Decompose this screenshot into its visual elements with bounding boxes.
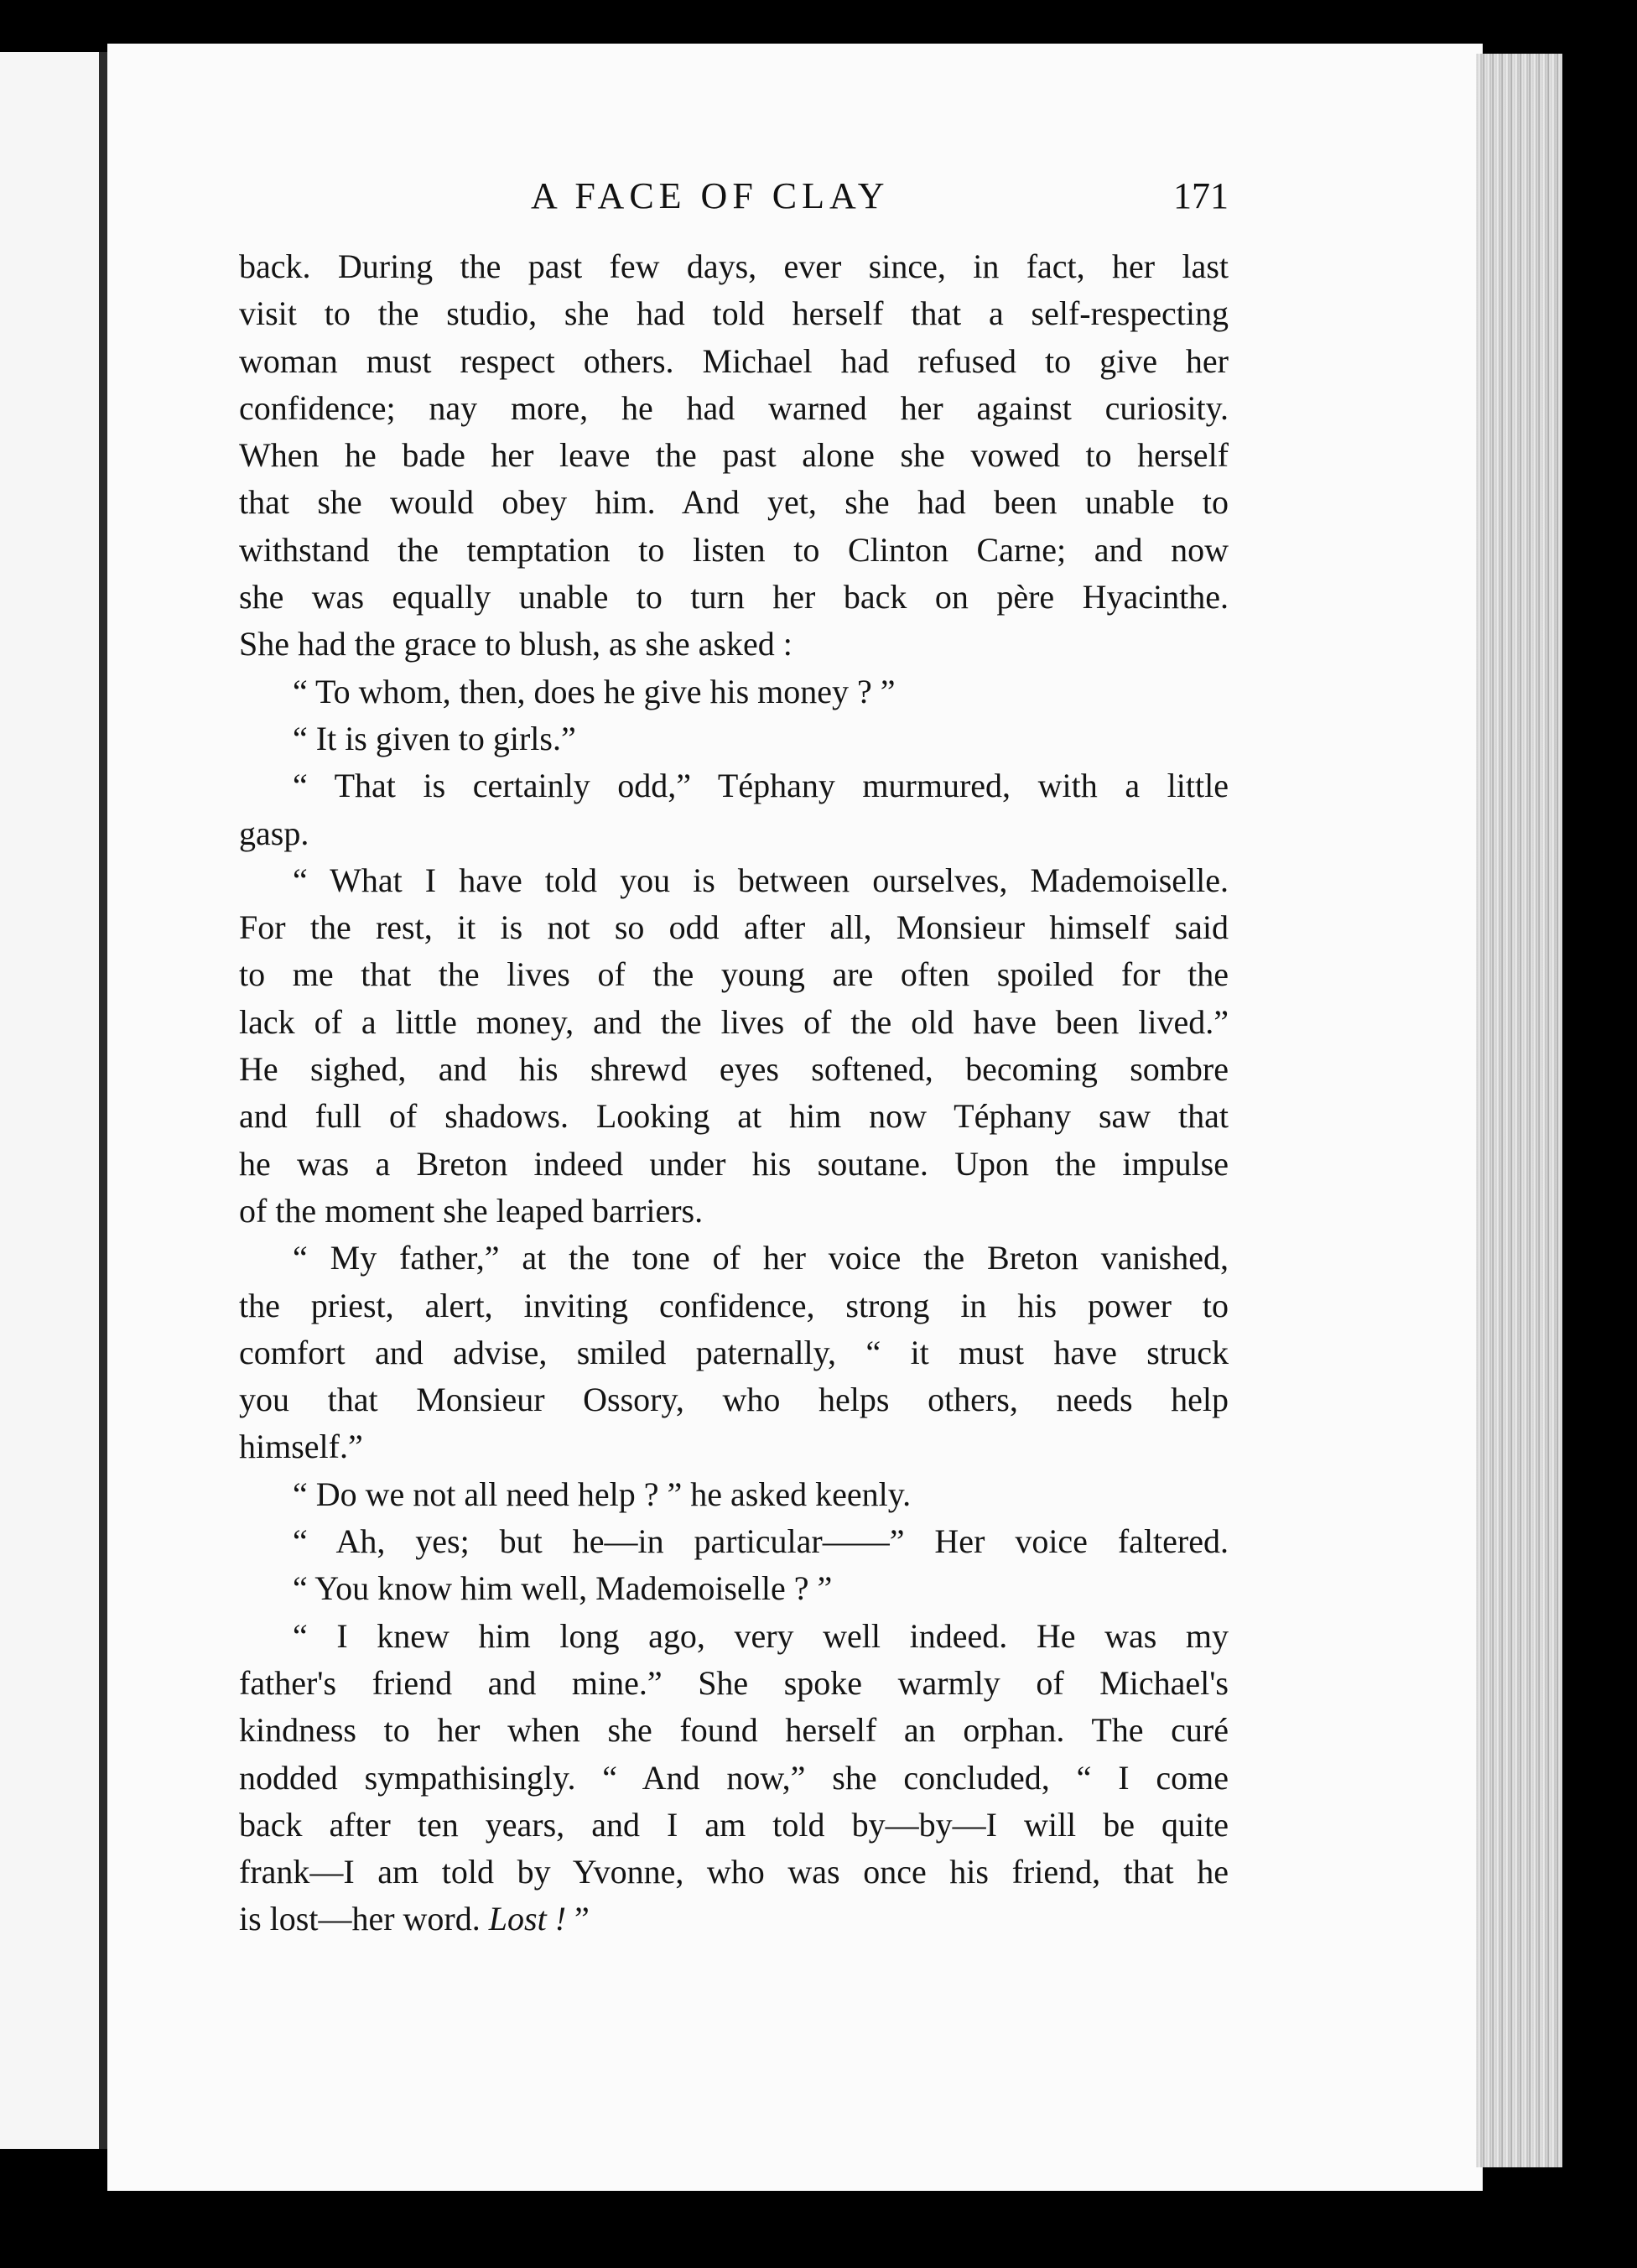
text-line: “ Ah, yes; but he—in particular——” Her voice faltered. xyxy=(293,1522,1229,1561)
text-line: For the rest, it is not so odd after all, Monsieur himself said xyxy=(239,908,1229,947)
text-line: “ You know him well, Mademoiselle ? ” xyxy=(293,1569,833,1608)
page-block-edge xyxy=(1476,54,1562,2167)
text-line: confidence; nay more, he had warned her against curiosity. xyxy=(239,388,1229,427)
text-line: withstand the temptation to listen to Clinton Carne; and now xyxy=(239,530,1229,569)
text-line: “ I knew him long ago, very well indeed. He was my xyxy=(293,1616,1229,1655)
page-number: 171 xyxy=(1173,175,1229,216)
text-line: of the moment she leaped barriers. xyxy=(239,1191,704,1230)
text-line: When he bade her leave the past alone she vowed to herself xyxy=(239,436,1229,475)
text-line-lead: is lost—her word. xyxy=(239,1900,489,1938)
text-line: “ It is given to girls.” xyxy=(293,719,576,757)
text-line: he was a Breton indeed under his soutane. Upon the impulse xyxy=(239,1144,1229,1183)
body-text xyxy=(239,243,1229,1943)
text-line: He sighed, and his shrewd eyes softened, becoming sombre xyxy=(239,1050,1229,1089)
text-line: woman must respect others. Michael had refused to give her xyxy=(239,341,1229,380)
text-line: “ To whom, then, does he give his money ? ” xyxy=(293,672,896,710)
text-line: visit to the studio, she had told herself that a self-respecting xyxy=(239,294,1229,333)
text-line: nodded sympathisingly. “ And now,” she concluded, “ I come xyxy=(239,1758,1229,1797)
text-line: she was equally unable to turn her back on père Hyacinthe. xyxy=(239,578,1229,616)
facing-page-edge xyxy=(0,52,107,2149)
running-head xyxy=(239,174,1229,225)
text-line: frank—I am told by Yvonne, who was once his friend, that he xyxy=(239,1853,1229,1891)
running-title: A FACE OF CLAY xyxy=(531,175,890,216)
text-line: lack of a little money, and the lives of the old have been lived.” xyxy=(239,1002,1229,1041)
text-line: the priest, alert, inviting confidence, strong in his power to xyxy=(239,1286,1229,1324)
text-line xyxy=(239,1896,1229,1943)
text-line: kindness to her when she found herself an orphan. The curé xyxy=(239,1711,1229,1750)
italic-emphasis: Lost ! xyxy=(488,1900,567,1938)
text-line: She had the grace to blush, as she asked : xyxy=(239,625,793,663)
text-line: “ Do we not all need help ? ” he asked keenly. xyxy=(293,1475,912,1513)
text-line: you that Monsieur Ossory, who helps others, needs help xyxy=(239,1381,1229,1419)
text-line: “ My father,” at the tone of her voice the Breton vanished, xyxy=(293,1239,1229,1277)
text-line: father's friend and mine.” She spoke warmly of Michael's xyxy=(239,1663,1229,1702)
text-line: to me that the lives of the young are often spoiled for the xyxy=(239,955,1229,994)
text-line: gasp. xyxy=(239,814,309,852)
text-line-closing: ” xyxy=(566,1900,590,1938)
text-line: back after ten years, and I am told by—by—I will be quite xyxy=(239,1805,1229,1844)
text-line: that she would obey him. And yet, she had been unable to xyxy=(239,483,1229,522)
text-line: himself.” xyxy=(239,1428,363,1466)
text-line: comfort and advise, smiled paternally, “ it must have struck xyxy=(239,1333,1229,1371)
text-line: “ What I have told you is between ourselves, Mademoiselle. xyxy=(293,861,1229,899)
text-line: and full of shadows. Looking at him now Téphany saw that xyxy=(239,1097,1229,1136)
text-line: “ That is certainly odd,” Téphany murmured, with a little xyxy=(293,767,1229,805)
text-line: back. During the past few days, ever since, in fact, her last xyxy=(239,247,1229,285)
